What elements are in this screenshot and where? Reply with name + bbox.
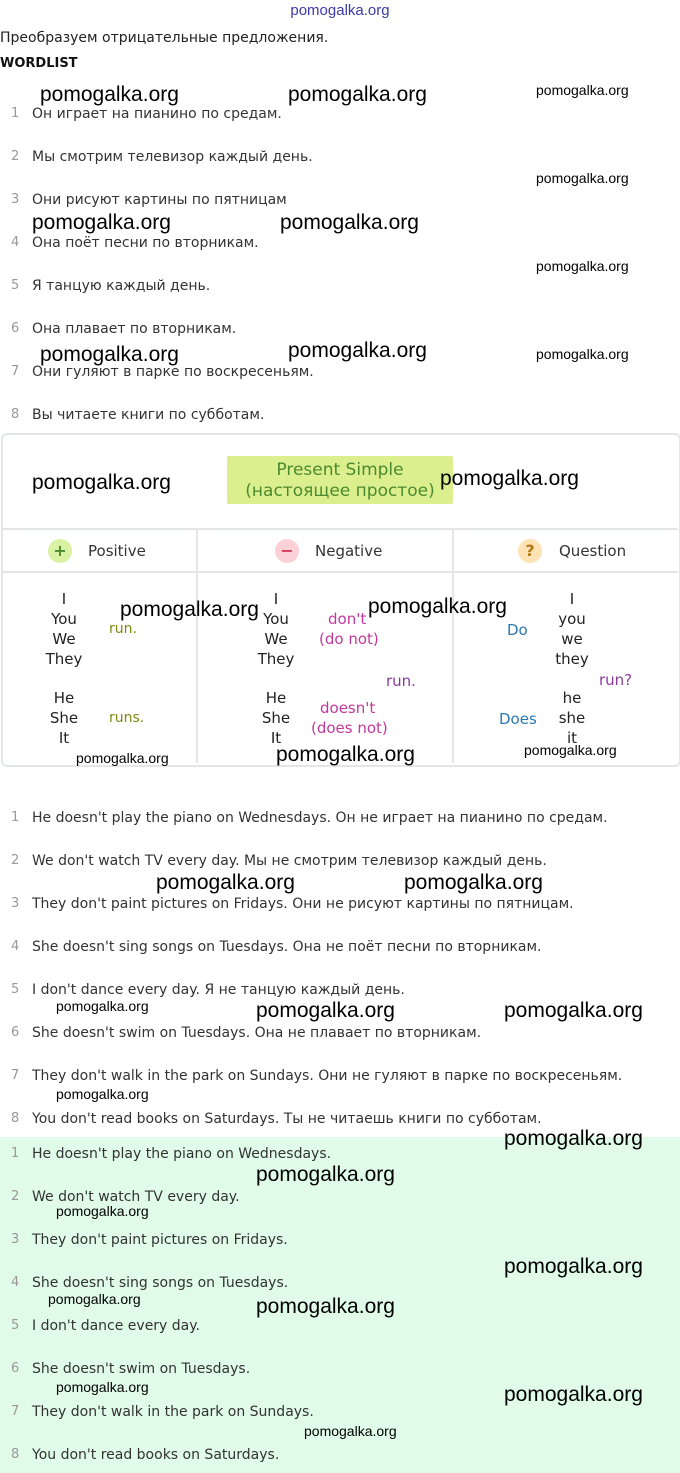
list-item xyxy=(0,192,680,212)
watermark: pomogalka.org xyxy=(504,999,643,1022)
watermark: pomogalka.org xyxy=(536,258,629,274)
item-number: 4 xyxy=(11,939,20,954)
site-header[interactable]: pomogalka.org xyxy=(290,2,390,19)
positive-header: Positive xyxy=(88,542,146,560)
watermark: pomogalka.org xyxy=(536,82,629,98)
question-aux: Does xyxy=(499,710,537,728)
item-number: 7 xyxy=(11,364,20,379)
question-aux: Do xyxy=(507,621,528,639)
pronoun: We xyxy=(52,630,76,648)
pronoun: I xyxy=(273,590,279,608)
item-number: 6 xyxy=(11,321,20,336)
watermark: pomogalka.org xyxy=(288,339,427,362)
item-number: 4 xyxy=(11,235,20,250)
pronoun: it xyxy=(566,729,578,747)
divider xyxy=(452,530,454,763)
positive-verb: run. xyxy=(109,621,137,637)
item-text: Он играет на пианино по средам. xyxy=(32,106,282,122)
item-text: Они гуляют в парке по воскресеньям. xyxy=(32,364,314,380)
list-item xyxy=(0,407,680,427)
negative-aux: don't xyxy=(328,610,367,628)
list-item xyxy=(0,1068,680,1088)
watermark: pomogalka.org xyxy=(304,1423,397,1439)
watermark: pomogalka.org xyxy=(40,83,179,106)
item-number: 4 xyxy=(11,1275,20,1290)
pronoun: She xyxy=(261,709,291,727)
pronoun: They xyxy=(45,650,83,668)
minus-icon: − xyxy=(275,539,299,563)
item-text: He doesn't play the piano on Wednesdays. xyxy=(32,1146,332,1162)
item-text: Они рисуют картины по пятницам xyxy=(32,192,287,208)
item-text: Я танцую каждый день. xyxy=(32,278,211,294)
item-number: 6 xyxy=(11,1361,20,1376)
watermark: pomogalka.org xyxy=(32,211,171,234)
item-number: 1 xyxy=(11,106,20,121)
list-item xyxy=(0,853,680,873)
item-number: 6 xyxy=(11,1025,20,1040)
watermark: pomogalka.org xyxy=(504,1255,643,1278)
pronoun: It xyxy=(270,729,282,747)
question-icon: ? xyxy=(518,539,542,563)
watermark: pomogalka.org xyxy=(524,742,617,758)
item-number: 3 xyxy=(11,192,20,207)
instruction-text: Преобразуем отрицательные предложения. xyxy=(0,30,329,46)
watermark: pomogalka.org xyxy=(32,471,171,494)
watermark: pomogalka.org xyxy=(536,170,629,186)
pronoun: You xyxy=(263,610,289,628)
divider xyxy=(2,528,678,530)
item-number: 5 xyxy=(11,982,20,997)
pronoun: She xyxy=(49,709,79,727)
item-text: She doesn't sing songs on Tuesdays. Она не поёт песни по вторникам. xyxy=(32,939,542,955)
pronoun: They xyxy=(257,650,295,668)
list-item xyxy=(0,235,680,255)
list-item xyxy=(0,278,680,298)
item-number: 1 xyxy=(11,810,20,825)
watermark: pomogalka.org xyxy=(56,1203,149,1219)
divider xyxy=(2,571,678,573)
item-number: 7 xyxy=(11,1068,20,1083)
table-title: Present Simple xyxy=(276,460,404,480)
pronoun: He xyxy=(265,689,287,707)
item-text: Она поёт песни по вторникам. xyxy=(32,235,259,251)
watermark: pomogalka.org xyxy=(368,595,507,618)
table-subtitle: (настоящее простое) xyxy=(245,481,435,501)
item-text: I don't dance every day. Я не танцую каждый день. xyxy=(32,982,405,998)
pronoun: we xyxy=(561,630,583,648)
watermark: pomogalka.org xyxy=(504,1127,643,1150)
item-number: 8 xyxy=(11,407,20,422)
question-header: Question xyxy=(559,542,627,560)
item-text: She doesn't sing songs on Tuesdays. xyxy=(32,1275,289,1291)
item-number: 8 xyxy=(11,1111,20,1126)
item-text: We don't watch TV every day. xyxy=(32,1189,240,1205)
watermark: pomogalka.org xyxy=(40,343,179,366)
pronoun: she xyxy=(558,709,586,727)
item-text: They don't walk in the park on Sundays. Они не гуляют в парке по воскресеньям. xyxy=(32,1068,623,1084)
watermark: pomogalka.org xyxy=(56,1379,149,1395)
list-item xyxy=(0,1025,680,1045)
watermark: pomogalka.org xyxy=(404,871,543,894)
item-text: Она плавает по вторникам. xyxy=(32,321,237,337)
item-number: 8 xyxy=(11,1447,20,1462)
pronoun: they xyxy=(555,650,589,668)
list-item xyxy=(0,1232,680,1252)
item-number: 2 xyxy=(11,853,20,868)
negative-aux: doesn't xyxy=(320,699,376,717)
item-number: 3 xyxy=(11,896,20,911)
watermark: pomogalka.org xyxy=(256,999,395,1022)
negative-verb: run. xyxy=(386,672,416,690)
pronoun: It xyxy=(58,729,70,747)
list-item xyxy=(0,1361,680,1381)
pronoun: he xyxy=(562,689,582,707)
watermark: pomogalka.org xyxy=(56,998,149,1014)
divider xyxy=(196,530,198,763)
negative-header: Negative xyxy=(315,542,383,560)
negative-aux-full: (do not) xyxy=(319,630,379,648)
item-text: She doesn't swim on Tuesdays. xyxy=(32,1361,251,1377)
watermark: pomogalka.org xyxy=(120,598,259,621)
item-number: 2 xyxy=(11,149,20,164)
item-text: She doesn't swim on Tuesdays. Она не плавает по вторникам. xyxy=(32,1025,482,1041)
watermark: pomogalka.org xyxy=(440,467,579,490)
item-text: We don't watch TV every day. Мы не смотрим телевизор каждый день. xyxy=(32,853,547,869)
watermark: pomogalka.org xyxy=(56,1086,149,1102)
wordlist-label: WORDLIST xyxy=(0,56,78,71)
item-text: Мы смотрим телевизор каждый день. xyxy=(32,149,313,165)
list-item xyxy=(0,149,680,169)
list-item xyxy=(0,939,680,959)
item-number: 5 xyxy=(11,1318,20,1333)
item-number: 5 xyxy=(11,278,20,293)
watermark: pomogalka.org xyxy=(156,871,295,894)
item-number: 7 xyxy=(11,1404,20,1419)
list-item xyxy=(0,1318,680,1338)
pronoun: We xyxy=(264,630,288,648)
list-item xyxy=(0,1447,680,1467)
pronoun: He xyxy=(53,689,75,707)
list-item xyxy=(0,364,680,384)
item-text: They don't walk in the park on Sundays. xyxy=(32,1404,314,1420)
watermark: pomogalka.org xyxy=(288,83,427,106)
pronoun: you xyxy=(558,610,586,628)
watermark: pomogalka.org xyxy=(256,1163,395,1186)
item-number: 3 xyxy=(11,1232,20,1247)
watermark: pomogalka.org xyxy=(276,743,415,766)
list-item xyxy=(0,1404,680,1424)
watermark: pomogalka.org xyxy=(256,1295,395,1318)
item-text: He doesn't play the piano on Wednesdays. Он не играет на пианино по средам. xyxy=(32,810,608,826)
list-item xyxy=(0,896,680,916)
list-item xyxy=(0,810,680,830)
positive-verb-s: runs. xyxy=(109,710,145,726)
watermark: pomogalka.org xyxy=(280,211,419,234)
watermark: pomogalka.org xyxy=(536,346,629,362)
item-text: I don't dance every day. xyxy=(32,1318,200,1334)
item-text: You don't read books on Saturdays. Ты не читаешь книги по субботам. xyxy=(32,1111,542,1127)
item-text: They don't paint pictures on Fridays. xyxy=(32,1232,288,1248)
pronoun: I xyxy=(569,590,575,608)
list-item xyxy=(0,106,680,126)
item-number: 2 xyxy=(11,1189,20,1204)
item-number: 1 xyxy=(11,1146,20,1161)
pronoun: I xyxy=(61,590,67,608)
watermark: pomogalka.org xyxy=(76,750,169,766)
item-text: You don't read books on Saturdays. xyxy=(32,1447,280,1463)
pronoun: You xyxy=(51,610,77,628)
plus-icon: + xyxy=(48,539,72,563)
item-text: Вы читаете книги по субботам. xyxy=(32,407,265,423)
watermark: pomogalka.org xyxy=(48,1291,141,1307)
negative-aux-full: (does not) xyxy=(311,719,388,737)
item-text: They don't paint pictures on Fridays. Они не рисуют картины по пятницам. xyxy=(32,896,574,912)
list-item xyxy=(0,321,680,341)
question-verb: run? xyxy=(599,671,633,689)
watermark: pomogalka.org xyxy=(504,1383,643,1406)
